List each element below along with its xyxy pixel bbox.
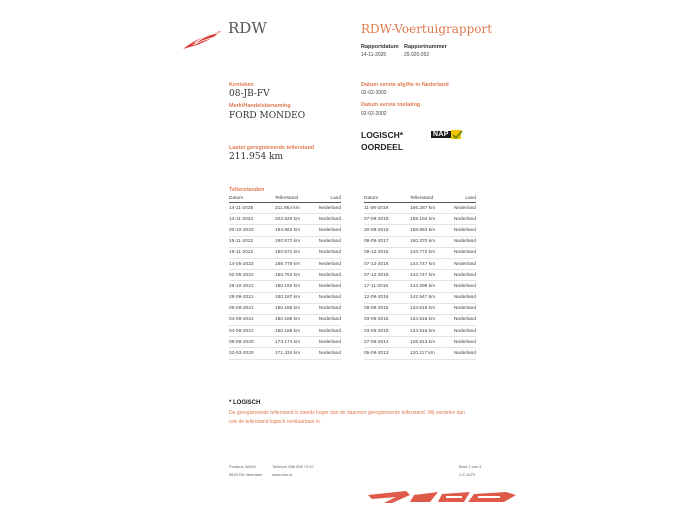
cell-odometer: 120.117 km — [410, 348, 450, 359]
cell-date: 03-09-2015 — [364, 314, 410, 325]
cell-date: 09-09-2015 — [364, 303, 410, 314]
cell-odometer: 180.187 km — [275, 292, 315, 303]
col-country: Land — [450, 195, 476, 203]
report-number-label: Rapportnummer — [404, 44, 447, 50]
cell-odometer: 134.516 km — [410, 303, 450, 314]
report-date-label: Rapportdatum — [361, 44, 399, 50]
logo-text: RDW — [228, 19, 267, 37]
table-header-row — [364, 195, 476, 203]
table-row — [229, 326, 341, 337]
table-row — [229, 314, 341, 325]
nap-text: NAP — [433, 131, 449, 138]
cell-odometer: 203.520 km — [275, 214, 315, 225]
cell-country: Nederland — [315, 348, 341, 359]
cell-country: Nederland — [450, 337, 476, 348]
table-row — [364, 337, 476, 348]
table-row — [229, 214, 341, 225]
cell-odometer: 144.772 km — [410, 247, 450, 258]
table-header-row — [229, 195, 341, 203]
cell-odometer: 173.174 km — [275, 337, 315, 348]
plate-value: 08-JB-FV — [229, 89, 270, 99]
cell-date: 29-09-2021 — [229, 292, 275, 303]
table-row — [229, 236, 341, 247]
verdict-line1: LOGISCH* — [361, 130, 404, 140]
cell-country: Nederland — [315, 292, 341, 303]
make-value: FORD MONDEO — [229, 111, 306, 121]
table-row — [364, 247, 476, 258]
cell-odometer: 150.370 km — [410, 236, 450, 247]
cell-country: Nederland — [315, 258, 341, 269]
table-row — [364, 326, 476, 337]
table-row — [229, 281, 341, 292]
cell-odometer: 194.662 km — [275, 225, 315, 236]
table-row — [229, 270, 341, 281]
cell-country: Nederland — [450, 270, 476, 281]
cell-odometer: 190.572 km — [275, 236, 315, 247]
cell-date: 02-05-2022 — [229, 270, 275, 281]
cell-odometer: 158.963 km — [410, 225, 450, 236]
cell-country: Nederland — [450, 281, 476, 292]
cell-odometer: 134.516 km — [410, 326, 450, 337]
cell-country: Nederland — [315, 303, 341, 314]
table-row — [364, 258, 476, 269]
cell-country: Nederland — [315, 270, 341, 281]
table-row — [229, 303, 341, 314]
cell-date: 14-05-2022 — [229, 258, 275, 269]
table-row — [364, 314, 476, 325]
cell-date: 30-08-2018 — [364, 225, 410, 236]
cell-odometer: 171.434 km — [275, 348, 315, 359]
cell-date: 11-09-2019 — [364, 203, 410, 214]
first-admission-nl-label: Datum eerste afgifte in Nederland — [361, 82, 449, 88]
table-row — [229, 348, 341, 359]
cell-date: 14-11-2024 — [229, 214, 275, 225]
cell-country: Nederland — [450, 326, 476, 337]
cell-odometer: 180.186 km — [275, 303, 315, 314]
cell-date: 04-09-2021 — [229, 326, 275, 337]
footnote-text-line1: De geregistreerde tellerstand is steeds hoger dan de daarvoor geregistreerde tellerstand. Wij oordelen dan — [229, 410, 465, 416]
odometer-table-right — [364, 195, 476, 360]
cell-date: 12-09-2016 — [364, 292, 410, 303]
cell-country: Nederland — [450, 314, 476, 325]
table-row — [229, 337, 341, 348]
cell-date: 07-12-2016 — [364, 258, 410, 269]
cell-odometer: 144.747 km — [410, 258, 450, 269]
cell-odometer: 180.192 km — [275, 281, 315, 292]
table-row — [229, 247, 341, 258]
table-row — [364, 281, 476, 292]
last-odometer-label: Laatst geregistreerde tellerstand — [229, 145, 315, 151]
cell-date: 26-10-2021 — [229, 281, 275, 292]
first-admission-value: 02-02-2002 — [361, 111, 387, 117]
table-row — [364, 236, 476, 247]
cell-date: 04-09-2021 — [229, 314, 275, 325]
cell-date: 07-09-2018 — [364, 214, 410, 225]
cell-odometer: 142.947 km — [410, 292, 450, 303]
cell-odometer: 180.186 km — [275, 326, 315, 337]
cell-country: Nederland — [450, 225, 476, 236]
first-admission-label: Datum eerste toelating — [361, 102, 421, 108]
footer-stripes-graphic — [366, 489, 518, 505]
table-row — [364, 203, 476, 214]
cell-country: Nederland — [315, 337, 341, 348]
verdict-line2: OORDEEL — [361, 142, 404, 152]
col-date: Datum — [229, 195, 275, 203]
cell-odometer: 159.192 km — [410, 214, 450, 225]
cell-date: 06-09-2021 — [229, 303, 275, 314]
cell-country: Nederland — [315, 203, 341, 214]
report-number: 29.920.052 — [404, 52, 430, 58]
cell-date: 03-09-2015 — [364, 326, 410, 337]
col-date: Datum — [364, 195, 410, 203]
make-label: Merk/Handelsbenaming — [229, 103, 291, 109]
table-row — [229, 258, 341, 269]
cell-odometer: 166.287 km — [410, 203, 450, 214]
nap-check-icon — [451, 130, 461, 139]
cell-odometer: 126.813 km — [410, 337, 450, 348]
cell-country: Nederland — [315, 247, 341, 258]
cell-country: Nederland — [450, 247, 476, 258]
odometer-table-left — [229, 195, 341, 360]
cell-odometer: 180.186 km — [275, 314, 315, 325]
cell-odometer: 144.747 km — [410, 270, 450, 281]
cell-country: Nederland — [315, 225, 341, 236]
cell-date: 02-03-2020 — [229, 348, 275, 359]
nap-badge — [431, 129, 461, 140]
cell-country: Nederland — [450, 303, 476, 314]
table-row — [364, 348, 476, 359]
odometer-section-title: Tellerstanden — [229, 187, 265, 193]
col-country: Land — [315, 195, 341, 203]
cell-country: Nederland — [315, 214, 341, 225]
table-row — [364, 225, 476, 236]
footnote-title: * LOGISCH — [229, 400, 261, 406]
cell-country: Nederland — [450, 236, 476, 247]
report-title: RDW-Voertuigrapport — [361, 22, 493, 36]
last-odometer-value: 211.954 km — [229, 152, 284, 162]
cell-date: 27-08-2014 — [364, 337, 410, 348]
col-odometer: Tellerstand — [275, 195, 315, 203]
cell-country: Nederland — [315, 281, 341, 292]
cell-country: Nederland — [315, 236, 341, 247]
footer-web: www.rdw.nl — [272, 472, 293, 477]
table-row — [364, 214, 476, 225]
table-row — [364, 292, 476, 303]
cell-country: Nederland — [450, 348, 476, 359]
footer-code: 2.E.1670 — [459, 472, 476, 477]
cell-country: Nederland — [450, 292, 476, 303]
cell-country: Nederland — [450, 258, 476, 269]
cell-date: 05-09-2013 — [364, 348, 410, 359]
cell-country: Nederland — [450, 203, 476, 214]
cell-date: 20-10-2023 — [229, 225, 275, 236]
cell-date: 09-12-2016 — [364, 247, 410, 258]
table-row — [364, 270, 476, 281]
footer-address-1: Postbus 30000 — [229, 464, 256, 469]
cell-date: 15-11-2022 — [229, 247, 275, 258]
footer-address-2: 9640 RA Veendam — [229, 472, 263, 477]
table-row — [364, 303, 476, 314]
footnote-text-line2: ook de tellerstand logisch verklaarbaar is. — [229, 419, 321, 425]
cell-date: 07-12-2016 — [364, 270, 410, 281]
table-row — [229, 203, 341, 214]
cell-odometer: 190.572 km — [275, 247, 315, 258]
cell-country: Nederland — [315, 314, 341, 325]
col-odometer: Tellerstand — [410, 195, 450, 203]
cell-date: 15-11-2022 — [229, 236, 275, 247]
cell-country: Nederland — [315, 326, 341, 337]
cell-odometer: 211.954 km — [275, 203, 315, 214]
cell-odometer: 186.779 km — [275, 258, 315, 269]
cell-date: 17-11-2016 — [364, 281, 410, 292]
table-row — [229, 292, 341, 303]
cell-date: 08-09-2017 — [364, 236, 410, 247]
cell-country: Nederland — [450, 214, 476, 225]
cell-date: 09-09-2020 — [229, 337, 275, 348]
footer-page: Blad 1 van 4 — [459, 464, 482, 469]
footer-phone: Telefoon 088 008 74 67 — [272, 464, 314, 469]
table-row — [229, 225, 341, 236]
first-admission-nl-value: 02-02-2002 — [361, 90, 387, 96]
report-date: 14-11-2025 — [361, 52, 387, 58]
cell-date: 14-11-2025 — [229, 203, 275, 214]
rdw-logo-icon — [181, 27, 225, 51]
cell-odometer: 144.298 km — [410, 281, 450, 292]
cell-odometer: 186.762 km — [275, 270, 315, 281]
cell-odometer: 134.516 km — [410, 314, 450, 325]
plate-label: Kenteken — [229, 82, 254, 88]
